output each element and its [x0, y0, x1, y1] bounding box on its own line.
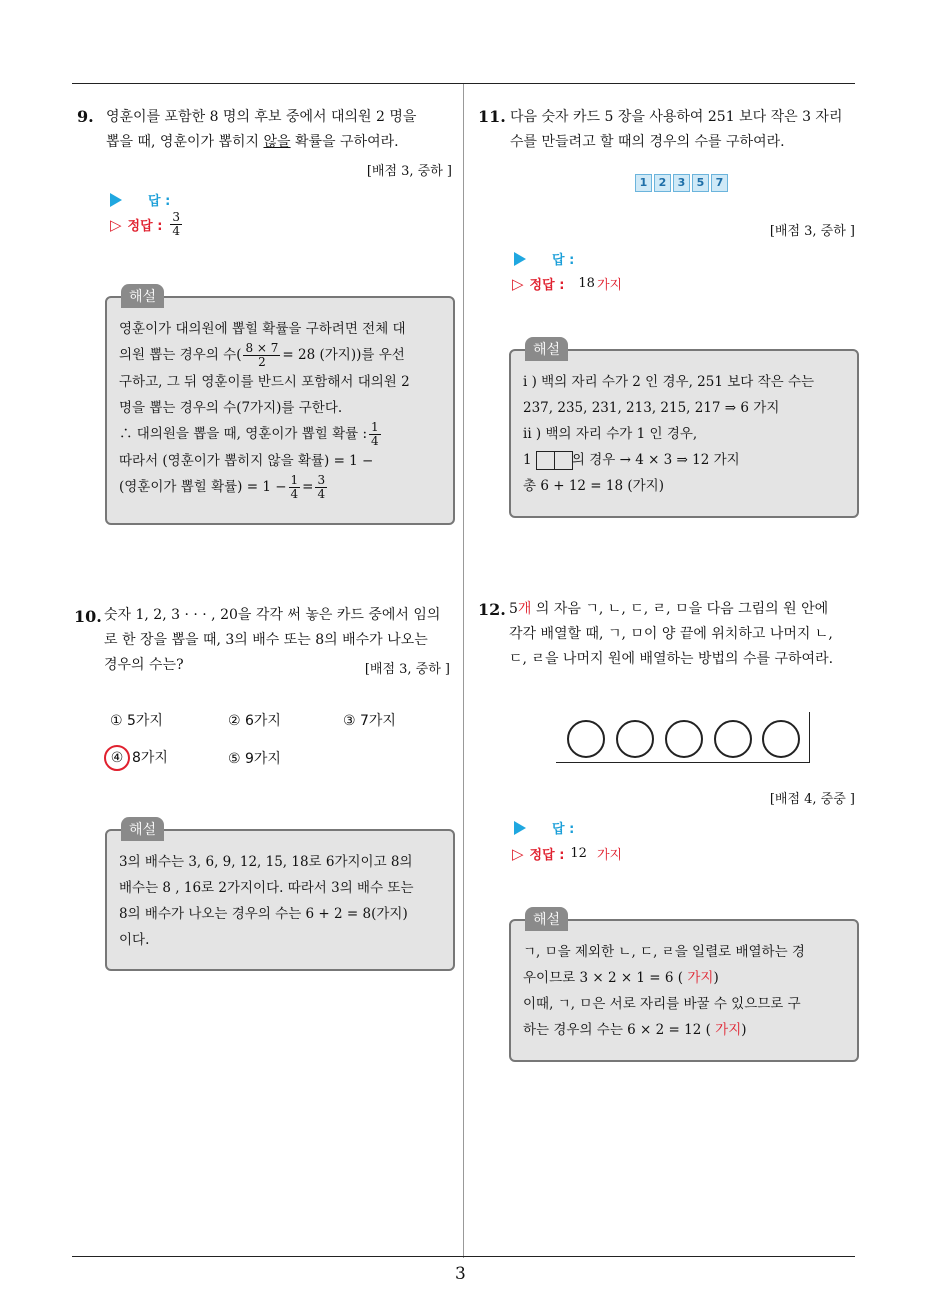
q9-explanation-box [105, 289, 455, 525]
q12-meta: [배점 4, 중중 ] [769, 792, 855, 807]
q10-exp-line2: 배수는 8 , 16로 2가지이다. 따라서 3의 배수 또는 [119, 880, 414, 896]
play-outline-icon: ▷ [512, 844, 524, 863]
choice-2[interactable]: ② 6가지 [228, 713, 281, 729]
q9-exp-line6: 따라서 (영훈이가 뽑히지 않을 확률) = 1 − [119, 453, 374, 469]
q11-correct-label: 정답 : [529, 278, 565, 293]
blank-box [554, 451, 573, 470]
number-card: 1 [635, 174, 652, 192]
q11-exp-line3: ii ) 백의 자리 수가 1 인 경우, [523, 426, 698, 442]
q9-number: 9. [77, 107, 94, 126]
q12-line1: 5개 의 자음 ㄱ, ㄴ, ㄷ, ㄹ, ㅁ을 다음 그림의 원 안에 [509, 601, 829, 617]
choice-4-marker: ④ [104, 745, 130, 771]
q11-correct-value: 18 [578, 276, 595, 291]
q9-explanation-text [119, 316, 443, 501]
q9-text [106, 105, 456, 155]
q12-line2: 각각 배열할 때, ㄱ, ㅁ이 양 끝에 위치하고 나머지 ㄴ, [509, 626, 833, 642]
q11-line1: 다음 숫자 카드 5 장을 사용하여 251 보다 작은 3 자리 [510, 109, 843, 125]
q12-line3: ㄷ, ㄹ을 나머지 원에 배열하는 방법의 수를 구하여라. [509, 651, 834, 667]
choice-1[interactable]: ① 5가지 [110, 713, 163, 729]
q9-exp-line1: 영훈이가 대의원에 뽑힐 확률을 구하려면 전체 대 [119, 321, 406, 337]
q9-exp-line3: 구하고, 그 뒤 영훈이를 반드시 포함해서 대의원 2 [119, 374, 410, 390]
q12-correct-row [512, 844, 622, 863]
q9-line1: 영훈이를 포함한 8 명의 후보 중에서 대의원 2 명을 [106, 109, 417, 125]
q11-line2: 수를 만들려고 할 때의 경우의 수를 구하여라. [510, 134, 785, 150]
q10-meta: [배점 3, 중하 ] [364, 662, 450, 677]
q12-correct-value: 12 [570, 846, 587, 861]
figure-baseline [556, 762, 810, 763]
q10-explanation-box [105, 822, 455, 971]
q9-answer-label: 답 : [148, 194, 171, 209]
choice-4[interactable] [106, 745, 168, 771]
q12-explanation-tag: 해설 [525, 907, 568, 931]
q12-text [509, 597, 861, 672]
q12-explanation-box [509, 912, 859, 1062]
q12-correct-label: 정답 : [529, 848, 565, 863]
q11-explanation-box [509, 342, 859, 518]
number-card: 2 [654, 174, 671, 192]
q11-correct-unit: 가지 [596, 278, 623, 293]
q10-exp-line4: 이다. [119, 932, 150, 948]
figure-circle [616, 720, 654, 758]
q10-explanation-text [119, 849, 443, 953]
q11-exp-line5: 총 6 + 12 = 18 (가지) [523, 478, 664, 494]
figure-circle [567, 720, 605, 758]
column-divider [463, 84, 464, 1258]
q11-correct-row [512, 274, 622, 293]
q9-line2: 뽑을 때, 영훈이가 뽑히지 않을 확률을 구하여라. [106, 134, 399, 150]
choice-5[interactable]: ⑤ 9가지 [228, 751, 281, 767]
play-filled-icon [110, 193, 122, 207]
figure-circle [762, 720, 800, 758]
page-number: 3 [455, 1264, 466, 1284]
q11-explanation-text [523, 369, 847, 499]
q9-correct-row [110, 211, 184, 238]
q11-exp-line2: 237, 235, 231, 213, 215, 217 ⇒ 6 가지 [523, 400, 780, 416]
q12-answer-label: 답 : [552, 822, 575, 837]
play-outline-icon: ▷ [512, 274, 524, 293]
q12-exp-line4: 하는 경우의 수는 6 × 2 = 12 ( 가지) [523, 1022, 747, 1038]
q10-number: 10. [74, 607, 102, 626]
q11-exp-line1: i ) 백의 자리 수가 2 인 경우, 251 보다 작은 수는 [523, 374, 815, 390]
choice-3[interactable]: ③ 7가지 [343, 713, 396, 729]
play-filled-icon [514, 821, 526, 835]
q9-correct-label: 정답 : [127, 219, 163, 234]
q12-number: 12. [478, 600, 506, 619]
q9-exp-line5: ∴ 대의원을 뽑을 때, 영훈이가 뽑힐 확률 : $\frac{1}{4}$ [119, 420, 379, 448]
number-card: 5 [692, 174, 709, 192]
play-outline-icon: ▷ [110, 215, 122, 234]
figure-circle [665, 720, 703, 758]
q11-explanation-tag: 해설 [525, 337, 568, 361]
q9-correct-fraction: $\frac{3}{4}$ [172, 210, 181, 238]
figure-circle [714, 720, 752, 758]
play-filled-icon [514, 252, 526, 266]
q11-answer-label: 답 : [552, 253, 575, 268]
figure-right-edge [809, 712, 810, 762]
q10-exp-line1: 3의 배수는 3, 6, 9, 12, 15, 18로 6가지이고 8의 [119, 854, 413, 870]
q11-exp-line4: 1 의 경우 → 4 × 3 ⇒ 12 가지 [523, 452, 740, 468]
q9-explanation-tag: 해설 [121, 284, 164, 308]
q12-correct-unit: 가지 [596, 848, 623, 863]
q12-answer-row [514, 818, 574, 837]
q11-meta: [배점 3, 중하 ] [769, 224, 855, 239]
q9-exp-line4: 명을 뽑는 경우의 수(7가지)를 구한다. [119, 400, 343, 416]
q11-text [510, 105, 862, 155]
q11-number: 11. [478, 107, 506, 126]
q12-explanation-text [523, 939, 847, 1043]
q11-cards [635, 174, 730, 192]
blank-box [536, 451, 555, 470]
number-card: 3 [673, 174, 690, 192]
q11-answer-row [514, 249, 574, 268]
q9-answer-row [110, 190, 170, 209]
bottom-rule [72, 1256, 855, 1257]
q10-line2: 로 한 장을 뽑을 때, 3의 배수 또는 8의 배수가 나오는 [104, 632, 428, 648]
q10-exp-line3: 8의 배수가 나오는 경우의 수는 6 + 2 = 8(가지) [119, 906, 408, 922]
q9-exp-line2: 의원 뽑는 경우의 수( $\frac{8 \times 7}{2}$ = 28 (가지))를 우선 [119, 341, 405, 369]
q12-exp-line1: ㄱ, ㅁ을 제외한 ㄴ, ㄷ, ㄹ을 일렬로 배열하는 경 [523, 944, 805, 960]
choice-4-label: 8가지 [132, 750, 168, 766]
q10-line1: 숫자 1, 2, 3 · · · , 20을 각각 써 놓은 카드 중에서 임의 [104, 607, 441, 623]
q10-line3: 경우의 수는? [104, 657, 184, 673]
q9-exp-line7: (영훈이가 뽑힐 확률) = 1 − $\frac{1}{4}$ = $\frac{3}{4}$ [119, 473, 326, 501]
number-card: 7 [711, 174, 728, 192]
q12-exp-line3: 이때, ㄱ, ㅁ은 서로 자리를 바꿀 수 있으므로 구 [523, 996, 801, 1012]
q10-explanation-tag: 해설 [121, 817, 164, 841]
q12-exp-line2: 우이므로 3 × 2 × 1 = 6 ( 가지) [523, 970, 719, 986]
q9-underline: 않을 [263, 134, 291, 150]
q9-meta: [배점 3, 중하 ] [366, 164, 452, 179]
